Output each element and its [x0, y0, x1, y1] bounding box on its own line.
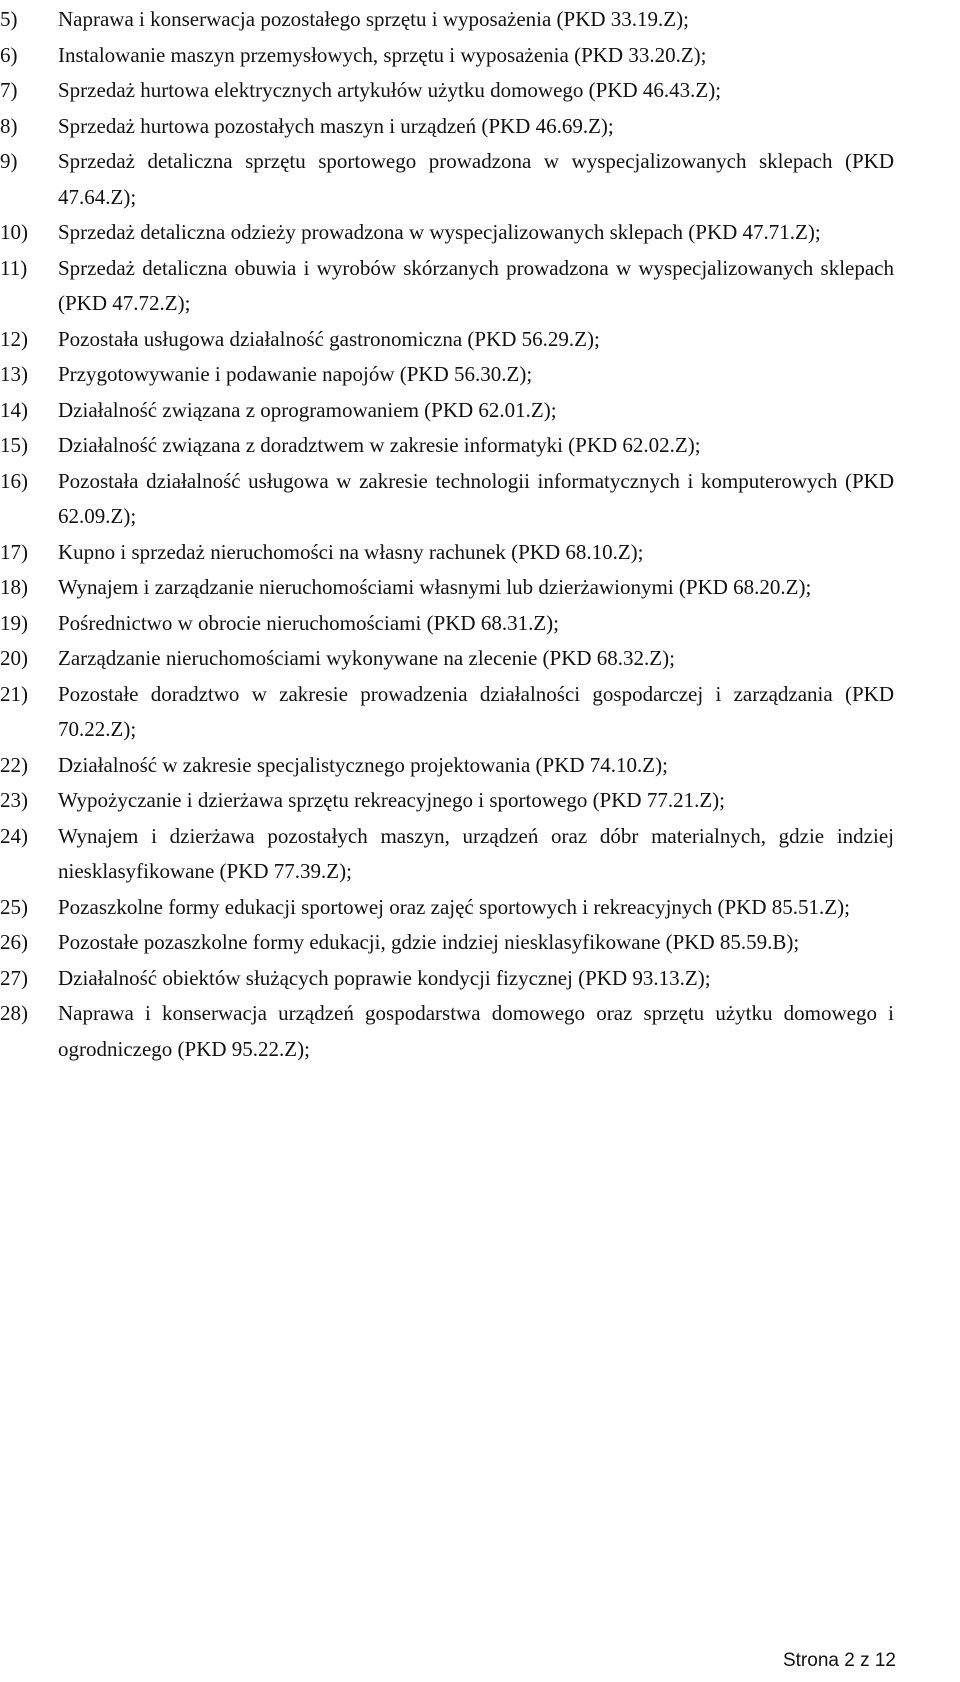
list-item	[0, 2, 960, 38]
item-number: 18)	[0, 575, 28, 599]
list-item	[0, 322, 960, 358]
item-text: Sprzedaż hurtowa pozostałych maszyn i urządzeń (PKD 46.69.Z);	[58, 113, 614, 138]
item-number: 12)	[0, 326, 28, 351]
item-text: Pozostała usługowa działalność gastronomiczna (PKD 56.29.Z);	[58, 326, 600, 351]
item-number: 11)	[0, 255, 28, 280]
item-number: 20)	[0, 646, 28, 670]
item-text: Sprzedaż detaliczna odzieży prowadzona w wyspecjalizowanych sklepach (PKD 47.71.Z);	[58, 220, 821, 244]
item-text: Sprzedaż hurtowa elektrycznych artykułów użytku domowego (PKD 46.43.Z);	[58, 78, 722, 102]
item-text: Pośrednictwo w obrocie nieruchomościami (PKD 68.31.Z);	[58, 610, 559, 635]
item-number: 16)	[0, 468, 28, 493]
item-text: Naprawa i konserwacja urządzeń gospodarstwa domowego oraz sprzętu użytku domowego i ogrodniczego (PKD 95.22.Z);	[58, 1001, 894, 1061]
item-text: Pozaszkolne formy edukacji sportowej oraz zajęć sportowych i rekreacyjnych (PKD 85.51.Z);	[58, 894, 850, 919]
list-item	[0, 961, 960, 997]
item-number: 7)	[0, 78, 18, 102]
item-number: 9)	[0, 149, 18, 173]
item-text: Pozostałe pozaszkolne formy edukacji, gdzie indziej niesklasyfikowane (PKD 85.59.B);	[58, 930, 800, 954]
item-text: Działalność obiektów służących poprawie kondycji fizycznej (PKD 93.13.Z);	[58, 965, 711, 990]
list-item	[0, 641, 960, 677]
item-number: 15)	[0, 433, 28, 457]
item-text: Sprzedaż detaliczna obuwia i wyrobów skórzanych prowadzona w wyspecjalizowanych sklepach (PKD 47.72.Z);	[58, 255, 894, 315]
list-item	[0, 109, 960, 145]
item-text: Pozostałe doradztwo w zakresie prowadzenia działalności gospodarczej i zarządzania (PKD 70.22.Z);	[58, 681, 894, 741]
item-number: 28)	[0, 1001, 28, 1025]
list-item	[0, 428, 960, 464]
item-number: 14)	[0, 397, 28, 422]
item-number: 17)	[0, 539, 28, 564]
item-text: Przygotowywanie i podawanie napojów (PKD 56.30.Z);	[58, 362, 533, 386]
item-number: 27)	[0, 965, 28, 990]
list-item	[0, 819, 960, 890]
item-number: 23)	[0, 788, 28, 812]
list-item	[0, 570, 960, 606]
item-text: Wypożyczanie i dzierżawa sprzętu rekreacyjnego i sportowego (PKD 77.21.Z);	[58, 788, 725, 812]
list-item	[0, 357, 960, 393]
list-item	[0, 38, 960, 74]
list-item	[0, 748, 960, 784]
list-item	[0, 996, 960, 1067]
item-number: 8)	[0, 113, 18, 138]
item-number: 22)	[0, 752, 28, 777]
item-number: 21)	[0, 681, 28, 706]
item-number: 10)	[0, 220, 28, 244]
item-text: Sprzedaż detaliczna sprzętu sportowego prowadzona w wyspecjalizowanych sklepach (PKD 47.64.Z);	[58, 149, 894, 209]
list-item	[0, 251, 960, 322]
page-number: Strona 2 z 12	[782, 1650, 896, 1671]
list-item	[0, 393, 960, 429]
item-text: Wynajem i dzierżawa pozostałych maszyn, urządzeń oraz dóbr materialnych, gdzie indziej niesklasyfikowane (PKD 77.39.Z);	[58, 823, 894, 883]
item-number: 26)	[0, 930, 28, 954]
list-item	[0, 925, 960, 961]
item-text: Działalność w zakresie specjalistycznego projektowania (PKD 74.10.Z);	[58, 752, 668, 777]
list-item	[0, 464, 960, 535]
item-number: 25)	[0, 894, 28, 919]
list-item	[0, 144, 960, 215]
item-text: Zarządzanie nieruchomościami wykonywane na zlecenie (PKD 68.32.Z);	[58, 646, 675, 670]
list-item	[0, 73, 960, 109]
list-item	[0, 677, 960, 748]
list-item	[0, 535, 960, 571]
pkd-activity-list	[0, 2, 960, 1067]
item-number: 6)	[0, 42, 18, 67]
list-item	[0, 890, 960, 926]
list-item	[0, 606, 960, 642]
item-number: 5)	[0, 7, 18, 31]
item-number: 19)	[0, 610, 28, 635]
item-text: Działalność związana z oprogramowaniem (PKD 62.01.Z);	[58, 397, 557, 422]
item-text: Naprawa i konserwacja pozostałego sprzętu i wyposażenia (PKD 33.19.Z);	[58, 7, 689, 31]
item-text: Kupno i sprzedaż nieruchomości na własny rachunek (PKD 68.10.Z);	[58, 539, 644, 564]
item-text: Pozostała działalność usługowa w zakresie technologii informatycznych i komputerowych (PKD 62.09.Z);	[58, 468, 894, 528]
item-number: 13)	[0, 362, 28, 386]
item-text: Działalność związana z doradztwem w zakresie informatyki (PKD 62.02.Z);	[58, 433, 701, 457]
item-text: Wynajem i zarządzanie nieruchomościami własnymi lub dzierżawionymi (PKD 68.20.Z);	[58, 575, 812, 599]
list-item	[0, 215, 960, 251]
item-text: Instalowanie maszyn przemysłowych, sprzętu i wyposażenia (PKD 33.20.Z);	[58, 42, 707, 67]
item-number: 24)	[0, 823, 28, 848]
list-item	[0, 783, 960, 819]
